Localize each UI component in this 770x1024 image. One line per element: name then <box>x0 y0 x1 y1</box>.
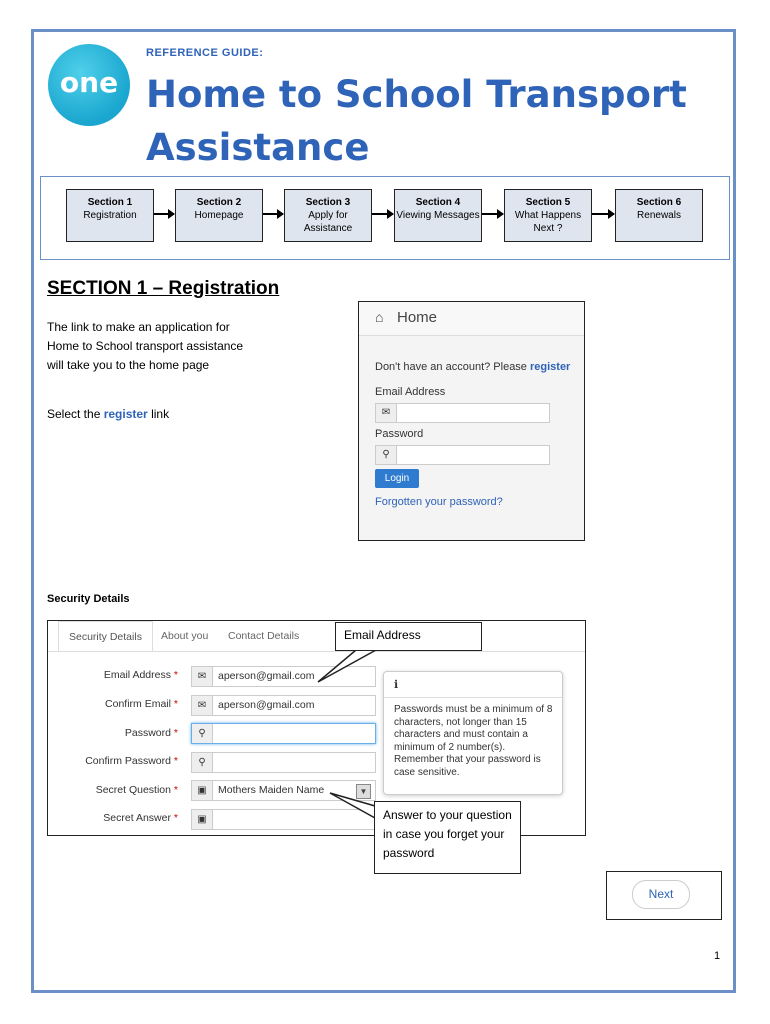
info-icon: ℹ <box>394 679 399 691</box>
nav-section-label: Homepage <box>194 210 244 221</box>
field-label-text: Email Address <box>103 669 171 681</box>
login-button[interactable]: Login <box>375 469 419 488</box>
nav-section-title: Section 5 <box>525 197 571 208</box>
nav-section-label: Renewals <box>637 210 681 221</box>
reference-guide-label: REFERENCE GUIDE: <box>146 47 264 59</box>
envelope-icon: ✉ <box>376 404 397 422</box>
envelope-icon: ✉ <box>192 667 213 686</box>
nav-section-label: Viewing Messages <box>396 210 480 221</box>
no-account-prefix: Don't have an account? Please <box>375 361 530 373</box>
field-label-text: Secret Question <box>95 784 171 796</box>
field-label-text: Secret Answer <box>103 812 171 824</box>
nav-section-label: Registration <box>83 210 137 221</box>
instruction-suffix: link <box>147 407 170 421</box>
tab-security-details[interactable]: Security Details <box>58 621 153 652</box>
field-value: aperson@gmail.com <box>218 670 315 682</box>
tab-contact-details[interactable]: Contact Details <box>228 630 300 642</box>
next-button[interactable]: Next <box>632 880 690 909</box>
key-icon: ⚲ <box>192 724 213 743</box>
security-heading: Security Details <box>47 593 130 605</box>
register-link[interactable]: register <box>529 361 571 373</box>
answer-callout: Answer to your question in case you forget your password <box>374 801 521 874</box>
tab-about-you[interactable]: About you <box>161 630 209 642</box>
field-label-text: Password <box>124 727 171 739</box>
required-mark: * <box>173 727 178 739</box>
home-title: Home <box>397 309 438 326</box>
callout-pointer-answer <box>330 793 375 818</box>
nav-section-title: Section 4 <box>415 197 461 208</box>
nav-section-title: Section 1 <box>87 197 133 208</box>
intro-text: The link to make an application for Home to School transport assistance will take you to the home page <box>47 320 244 372</box>
required-mark: * <box>173 669 178 681</box>
nav-section-label: Apply for Assistance <box>303 210 353 234</box>
chevron-down-icon[interactable]: ▼ <box>356 784 371 799</box>
nav-section-title: Section 2 <box>196 197 242 208</box>
field-label-text: Confirm Password <box>85 755 171 767</box>
nav-section-label: What Happens Next ? <box>514 210 582 234</box>
home-icon: ⌂ <box>375 309 384 325</box>
forgot-password-link[interactable]: Forgotten your password? <box>375 496 503 508</box>
page-number: 1 <box>714 950 721 962</box>
email-label: Email Address <box>375 386 446 398</box>
key-icon: ⚲ <box>192 753 213 772</box>
page-title: Home to School Transport Assistance <box>146 73 687 169</box>
instruction-prefix: Select the <box>47 407 104 421</box>
tooltip-text: Passwords must be a minimum of 8 characters, not longer than 15 characters and must contain a minimum of 2 number(s). Remember that your password is case sensitive. <box>394 704 553 778</box>
key-icon: ⚲ <box>376 446 397 464</box>
field-label-text: Confirm Email <box>105 698 171 710</box>
field-value: aperson@gmail.com <box>218 699 315 711</box>
section-heading: SECTION 1 – Registration <box>47 278 280 299</box>
required-mark: * <box>173 698 178 710</box>
logo-text: one <box>59 66 119 99</box>
callout-pointer-email <box>318 650 376 682</box>
nav-section-title: Section 6 <box>636 197 682 208</box>
unlock-icon: ▣ <box>192 810 213 829</box>
lock-icon: ▣ <box>192 781 213 800</box>
email-callout: Email Address <box>335 622 482 651</box>
password-label: Password <box>375 428 424 440</box>
required-mark: * <box>173 812 178 824</box>
required-mark: * <box>173 784 178 796</box>
nav-section-title: Section 3 <box>305 197 351 208</box>
required-mark: * <box>173 755 178 767</box>
envelope-icon: ✉ <box>192 696 213 715</box>
register-link-text: register <box>103 407 148 421</box>
field-value: Mothers Maiden Name <box>218 784 325 796</box>
